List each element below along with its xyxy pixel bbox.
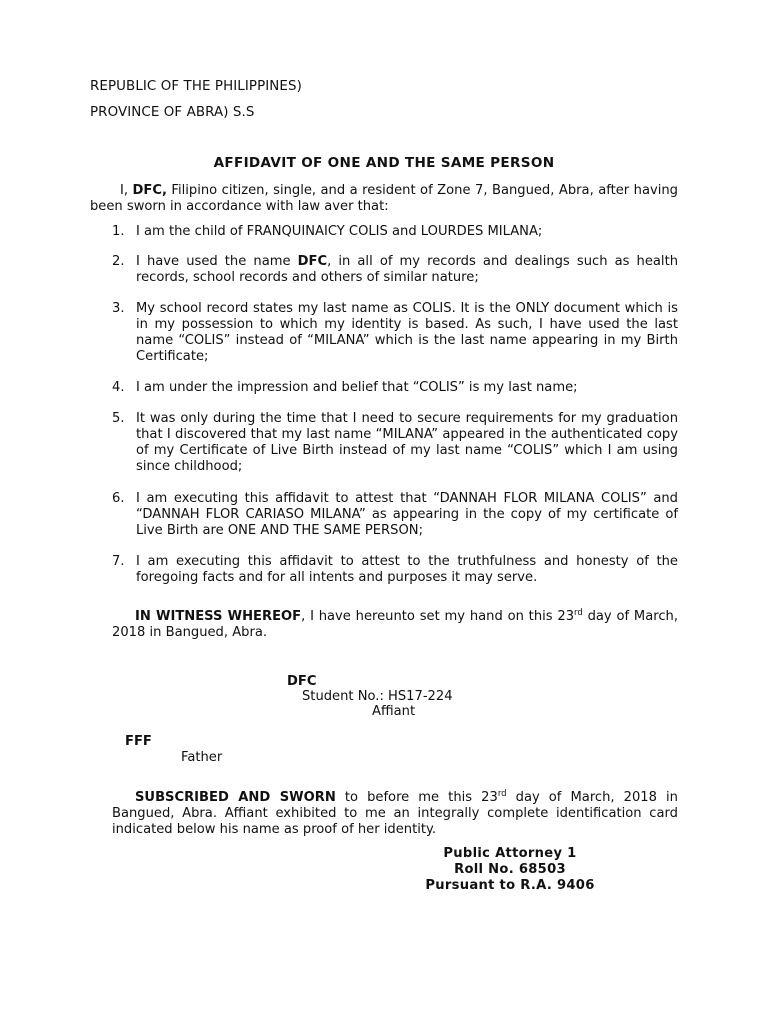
averment-number: 3. bbox=[112, 301, 125, 316]
averment-text: I am executing this affidavit to attest that “DANNAH FLOR MILANA COLIS” and “DANNAH FLOR CARIASO MILANA” as appearing in the copy of my certificate of Live Birth are ONE AND THE SAME PERSON; bbox=[136, 491, 678, 538]
witness-text-end: day of March, 2018 in Bangued, Abra. bbox=[112, 609, 678, 640]
averment-number: 2. bbox=[112, 254, 125, 269]
attorney-name: Public Attorney 1 bbox=[443, 846, 577, 861]
averment-item-7 bbox=[112, 554, 678, 586]
intro-text: Filipino citizen, single, and a resident of Zone 7, Bangued, Abra, after having been sworn in accordance with law aver that: bbox=[90, 183, 678, 214]
averment-number: 1. bbox=[112, 224, 125, 239]
averment-item-6 bbox=[112, 491, 678, 539]
affiant-name-intro: DFC, bbox=[132, 183, 167, 198]
averment-bold-name: DFC bbox=[297, 254, 328, 269]
witness-text: , I have hereunto set my hand on this 23 bbox=[301, 609, 575, 624]
intro-pre: I, bbox=[120, 183, 133, 198]
averment-item-4 bbox=[112, 380, 678, 396]
averment-item-2 bbox=[112, 254, 678, 286]
averment-item-3 bbox=[112, 301, 678, 365]
ordinal-suffix: rd bbox=[497, 789, 507, 799]
averment-number: 5. bbox=[112, 411, 125, 426]
attorney-signature-block bbox=[380, 846, 640, 894]
jurat-text: to before me this 23 bbox=[335, 790, 498, 805]
father-signature-name: FFF bbox=[125, 734, 152, 749]
jurat-heading: SUBSCRIBED AND SWORN bbox=[135, 790, 336, 805]
averment-number: 7. bbox=[112, 554, 125, 569]
averment-text: I am under the impression and belief that “COLIS” is my last name; bbox=[136, 380, 578, 395]
intro-paragraph bbox=[90, 183, 678, 215]
averment-text: It was only during the time that I need to secure requirements for my graduation that I discovered that my last name “MILANA” appeared in the authenticated copy of my Certificate of Live Birth instead of my last name “COLIS” which I am using since childhood; bbox=[136, 411, 678, 474]
averment-text: I am the child of FRANQUINAICY COLIS and LOURDES MILANA; bbox=[136, 224, 543, 239]
witness-heading: IN WITNESS WHEREOF bbox=[135, 609, 302, 624]
averment-text: I am executing this affidavit to attest to the truthfulness and honesty of the foregoing facts and for all intents and purposes it may serve. bbox=[136, 554, 678, 585]
venue-line-republic: REPUBLIC OF THE PHILIPPINES) bbox=[90, 79, 302, 94]
jurat-text-end: day of March, 2018 in Bangued, Abra. Affiant exhibited to me an integrally complete identification card indicated below his name as proof of her identity. bbox=[112, 790, 678, 837]
averment-number: 4. bbox=[112, 380, 125, 395]
document-title: AFFIDAVIT OF ONE AND THE SAME PERSON bbox=[213, 155, 555, 171]
father-role-label: Father bbox=[181, 750, 223, 765]
averment-text-after: , in all of my records and dealings such as health records, school records and others of similar nature; bbox=[136, 254, 678, 285]
averment-item-5 bbox=[112, 411, 678, 475]
attorney-authority: Pursuant to R.A. 9406 bbox=[425, 878, 595, 893]
affiant-role-label: Affiant bbox=[372, 704, 416, 719]
averment-number: 6. bbox=[112, 491, 125, 506]
averment-text: I have used the name bbox=[136, 254, 298, 269]
affiant-student-number: Student No.: HS17-224 bbox=[302, 689, 453, 704]
venue-line-province: PROVINCE OF ABRA) S.S bbox=[90, 105, 255, 120]
witness-clause bbox=[112, 609, 678, 641]
attorney-roll-number: Roll No. 68503 bbox=[454, 862, 566, 877]
affiant-signature-name: DFC bbox=[287, 674, 317, 689]
averment-text: My school record states my last name as COLIS. It is the ONLY document which is in my possession to which my identity is based. As such, I have used the last name “COLIS” instead of “MILANA” which is the last name appearing in my Birth Certificate; bbox=[136, 301, 678, 364]
jurat-clause bbox=[112, 790, 678, 838]
averment-item-1 bbox=[112, 224, 678, 240]
ordinal-suffix: rd bbox=[574, 608, 583, 618]
